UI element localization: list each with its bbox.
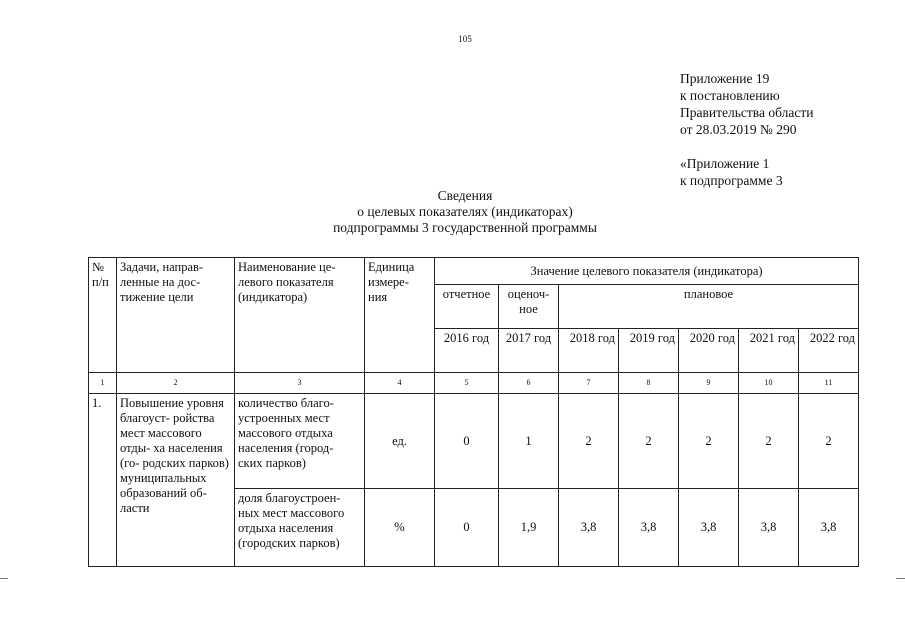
- header-report: отчетное: [435, 285, 499, 329]
- appendix-block: [680, 70, 890, 138]
- column-number: 1: [89, 373, 117, 394]
- column-number: 3: [235, 373, 365, 394]
- value-cell: 3,8: [679, 489, 739, 567]
- subprogram-appendix-block: [680, 155, 890, 189]
- year-cell: 2018 год: [559, 329, 619, 373]
- year-cell: 2017 год: [499, 329, 559, 373]
- appendix-line: Приложение 19: [680, 71, 770, 86]
- column-number: 10: [739, 373, 799, 394]
- table-row: [89, 394, 859, 489]
- header-unit: Единица измере- ния: [365, 258, 435, 373]
- indicator-cell: количество благо- устроенных мест массового отдыха населения (город- ских парков): [235, 394, 365, 489]
- appendix-line: Правительства области: [680, 105, 814, 120]
- value-cell: 3,8: [739, 489, 799, 567]
- row-number: 1.: [89, 394, 117, 567]
- header-estimate: оценоч- ное: [499, 285, 559, 329]
- year-cell: 2016 год: [435, 329, 499, 373]
- unit-cell: ед.: [365, 394, 435, 489]
- unit-cell: %: [365, 489, 435, 567]
- value-cell: 2: [619, 394, 679, 489]
- column-number: 7: [559, 373, 619, 394]
- column-number: 9: [679, 373, 739, 394]
- appendix-line: к постановлению: [680, 88, 780, 103]
- column-number: 11: [799, 373, 859, 394]
- header-plan: плановое: [559, 285, 859, 329]
- value-cell: 0: [435, 489, 499, 567]
- column-number: 2: [117, 373, 235, 394]
- scan-edge-mark: [0, 578, 8, 579]
- column-number-row: [89, 373, 859, 394]
- value-cell: 3,8: [799, 489, 859, 567]
- indicator-cell: доля благоустроен- ных мест массового отдыха населения (городских парков): [235, 489, 365, 567]
- appendix-line: «Приложение 1: [680, 156, 770, 171]
- header-indicator-name: Наименование це- левого показателя (индикатора): [235, 258, 365, 373]
- document-title: [250, 188, 680, 236]
- value-cell: 3,8: [619, 489, 679, 567]
- header-num: № п/п: [89, 258, 117, 373]
- title-line: о целевых показателях (индикаторах): [357, 204, 573, 219]
- value-cell: 1,9: [499, 489, 559, 567]
- task-cell: Повышение уровня благоуст- ройства мест массового отды- ха населения (го- родских парков) муниципальных образований об- ласти: [117, 394, 235, 567]
- year-cell: 2019 год: [619, 329, 679, 373]
- title-line: подпрограммы 3 государственной программы: [333, 220, 597, 235]
- header-value: Значение целевого показателя (индикатора): [435, 258, 859, 285]
- value-cell: 2: [799, 394, 859, 489]
- page-number: 105: [458, 34, 472, 44]
- appendix-line: к подпрограмме 3: [680, 173, 783, 188]
- column-number: 5: [435, 373, 499, 394]
- value-cell: 0: [435, 394, 499, 489]
- column-number: 4: [365, 373, 435, 394]
- value-cell: 2: [679, 394, 739, 489]
- value-cell: 2: [559, 394, 619, 489]
- value-cell: 3,8: [559, 489, 619, 567]
- indicators-table: [88, 257, 859, 567]
- title-line: Сведения: [437, 188, 493, 203]
- column-number: 6: [499, 373, 559, 394]
- year-cell: 2020 год: [679, 329, 739, 373]
- header-tasks: Задачи, направ- ленные на дос- тижение цели: [117, 258, 235, 373]
- appendix-line: от 28.03.2019 № 290: [680, 122, 797, 137]
- year-cell: 2022 год: [799, 329, 859, 373]
- value-cell: 1: [499, 394, 559, 489]
- value-cell: 2: [739, 394, 799, 489]
- column-number: 8: [619, 373, 679, 394]
- year-cell: 2021 год: [739, 329, 799, 373]
- scan-edge-mark: [896, 578, 905, 579]
